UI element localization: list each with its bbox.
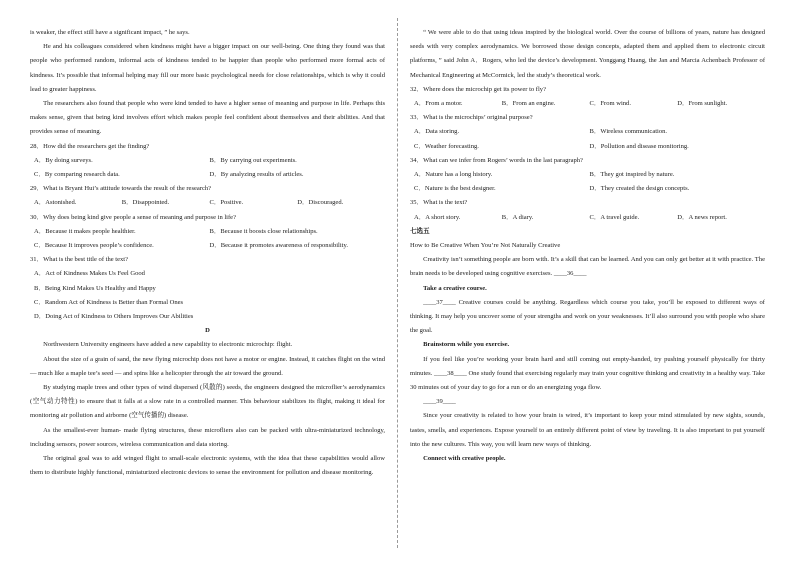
paragraph-text: One study found that exercising regularly may train your cognitive thinking and creativity in a healthy way. Take 30 minutes out of your day to go for a run or do an energizing yoga flow. [410, 369, 765, 392]
option-b: B．Being Kind Makes Us Healthy and Happy [34, 284, 156, 292]
paragraph [410, 253, 765, 281]
option-b: B．Disappointed. [121, 199, 170, 207]
section-heading-d: D [205, 327, 210, 335]
paragraph [410, 296, 765, 339]
question-29: 29．What is Bryant Hui’s attitude towards the result of the research? [30, 185, 212, 193]
question-34-options [410, 182, 765, 196]
paragraph: Since your creativity is related to how your brain is wired, it’s important to keep your mind stimulated by new sights, sounds, tastes, smells, and experiences. Expose yourself to an entirely different point of view by traveling. It is also important to put yourself into the new cultures. This way, you will learn new ways of thinking. [410, 412, 765, 448]
option-d: D．A news report. [677, 213, 727, 221]
option-a: A．A short story. [414, 213, 461, 221]
question-34-options [410, 168, 765, 182]
option-b: B．By carrying out experiments. [209, 156, 297, 164]
paragraph [410, 395, 765, 409]
option-d: D．Doing Act of Kindness to Others Improves Our Abilities [34, 313, 194, 321]
option-d: D．Pollution and disease monitoring. [589, 142, 689, 150]
option-d: D．They created the design concepts. [589, 185, 690, 193]
left-column [30, 26, 385, 481]
question-35: 35．What is the text? [410, 199, 468, 207]
paragraph [410, 353, 765, 396]
passage-title: How to Be Creative When You’re Not Naturally Creative [410, 242, 561, 250]
option-b: B．A diary. [501, 213, 534, 221]
answer-blank-36[interactable]: ____36____ [553, 270, 587, 278]
section-heading-seven: 七选五 [410, 227, 430, 235]
paragraph-text: Creative courses could be anything. Regardless which course you take, you’ll be exposed to different ways of thinking. It may help you uncover some of your strengths and work on your weaknesses. It’ll also surround you with people who share the goal. [410, 298, 765, 335]
question-33-options [410, 140, 765, 154]
option-d: D．Because it promotes awareness of responsibility. [209, 242, 348, 250]
option-c: C．By comparing research data. [34, 171, 120, 179]
question-30: 30．Why does being kind give people a sense of meaning and purpose in life? [30, 213, 236, 221]
paragraph: The original goal was to add winged flight to small-scale electronic systems, with the idea that these capabilities would allow them to distribute highly functional, miniaturized electronic devices to sense the environment for pollution and disease monitoring. [30, 455, 385, 477]
option-c: C．Nature is the best designer. [414, 185, 496, 193]
option-a: A．From a motor. [414, 100, 463, 108]
answer-blank-39[interactable]: ____39____ [423, 398, 456, 406]
option-c: C．Weather forecasting. [414, 142, 479, 150]
paragraph: Northwestern University engineers have added a new capability to electronic microchip: flight. [43, 341, 293, 349]
right-column [410, 26, 765, 466]
option-d: D．By analyzing results of articles. [209, 171, 304, 179]
paragraph: He and his colleagues considered when kindness might have a bigger impact on our well-being. One thing they found was that people who performed random, informal acts of kindness tended to be happier than people who performed more formal acts of kindness. It’s possible that informal helping may fill our more basic psychological needs for close relationships, which is why it could lead to greater happiness. [30, 43, 385, 93]
option-b: B．Because it boosts close relationships. [209, 227, 318, 235]
option-b: B．They got inspired by nature. [589, 171, 675, 179]
question-33: 33．What is the microchips’ original purpose? [410, 114, 533, 122]
question-32: 32．Where does the microchip get its power to fly? [410, 85, 546, 93]
answer-blank-37[interactable]: ____37____ [423, 298, 456, 306]
option-d: D．From sunlight. [677, 100, 728, 108]
paragraph: The researchers also found that people who were kind tended to have a higher sense of meaning and purpose in life. Perhaps this makes sense, given that being kind involves effort which makes people feel confident about themselves and their abilities. And that provides sense of meaning. [30, 100, 385, 136]
option-a: A．Act of Kindness Makes Us Feel Good [34, 270, 145, 278]
subheading: Take a creative course. [423, 284, 487, 292]
option-b: B．Wireless communication. [589, 128, 668, 136]
paragraph: About the size of a grain of sand, the new flying microchip does not have a motor or engine. Instead, it catches flight on the wind — much like a maple tee’s seed — and spins like a helicopter through the air toward the ground. [30, 355, 385, 377]
option-a: A．Data storing. [414, 128, 460, 136]
option-a: A．Nature has a long history. [414, 171, 493, 179]
question-30-options [30, 239, 385, 253]
option-a: A．Astonished. [34, 199, 77, 207]
question-28-options [30, 154, 385, 168]
subheading: Connect with creative people. [423, 455, 506, 463]
option-c: C．Positive. [209, 199, 244, 207]
paragraph-text: If you feel like you’re working your brain hard and still coming out empty-handed, try pushing yourself physically for thirty minutes. [410, 355, 765, 377]
option-a: A．By doing surveys. [34, 156, 93, 164]
option-c: C．Because It improves people’s confidence. [34, 242, 154, 250]
option-d: D．Discouraged. [297, 199, 344, 207]
option-a: A．Because it makes people healthier. [34, 227, 136, 235]
subheading: Brainstorm while you exercise. [423, 341, 510, 349]
paragraph: is weaker, the effect still have a significant impact, ” he says. [30, 29, 190, 36]
question-35-options [410, 211, 765, 225]
question-32-options [410, 97, 765, 111]
option-c: C．A travel guide. [589, 213, 640, 221]
paragraph: “ We were able to do that using ideas inspired by the biological world. Over the course of billions of years, nature has designed seeds with very complex aerodynamics. We borrowed those design concepts, adapted them and applied them to electronic circuit platforms, ” said John A．Rogers, who led the device’s development. Yonggang Huang, the Jan and Marcia Achenbach Professor of Mechanical Engineering at McCormick, led the study’s theoretical work. [410, 29, 765, 79]
column-divider [397, 18, 398, 548]
question-33-options [410, 125, 765, 139]
question-28-options [30, 168, 385, 182]
paragraph: By studying maple trees and other types of wind dispersed (风散的) seeds, the engineers designed the microflier’s aerodynamics (空气动力特性) to ensure that it falls at a slow rate in a controlled manner. This behaviour stabilizes its flight, making it ideal for monitoring air pollution and airborne (空气传播的) disease. [30, 384, 385, 420]
question-28: 28．How did the researchers get the finding? [30, 142, 150, 150]
paragraph: As the smallest-ever human- made flying structures, these microfliers also can be packed with ultra-miniaturized technology, including sensors, power sources, wireless communication and data storing. [30, 426, 385, 448]
question-30-options [30, 225, 385, 239]
question-31: 31．What is the best title of the text? [30, 256, 128, 264]
option-c: C．Random Act of Kindness is Better than Formal Ones [34, 298, 184, 306]
answer-blank-38[interactable]: ____38____ [434, 369, 467, 377]
question-34: 34．What can we infer from Rogers’ words in the last paragraph? [410, 156, 583, 164]
paragraph-text: Creativity isn’t something people are born with. It’s a skill that can be learned. And you can only get better at it with practice. The brain needs to be developed using cognitive exercises. [410, 256, 765, 278]
option-b: B．From an engine. [501, 100, 556, 108]
question-29-options [30, 196, 385, 210]
option-c: C．From wind. [589, 100, 631, 108]
